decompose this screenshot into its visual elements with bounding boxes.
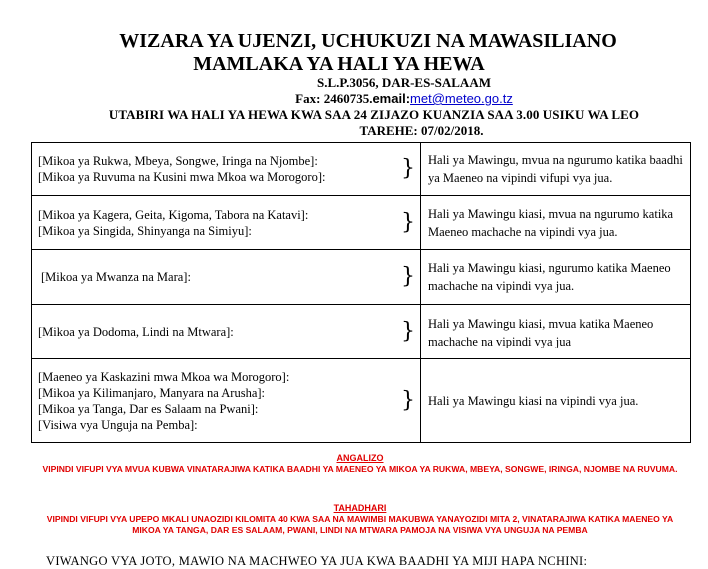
authority-name: MAMLAKA YA HALI YA HEWA bbox=[193, 53, 485, 75]
region-line: [Mikoa ya Tanga, Dar es Salaam na Pwani]: bbox=[38, 401, 259, 416]
regions-cell bbox=[32, 143, 397, 196]
forecast-date: TAREHE: 07/02/2018. bbox=[359, 123, 484, 138]
region-line: [Mikoa ya Kilimanjaro, Manyara na Arusha]: bbox=[38, 385, 266, 400]
regions-cell bbox=[32, 359, 397, 443]
angalizo-title: ANGALIZO bbox=[336, 453, 384, 463]
forecast-cell: Hali ya Mawingu, mvua na ngurumo katika baadhi ya Maeneo na vipindi vifupi vya jua. bbox=[421, 143, 691, 196]
brace-symbol: } bbox=[401, 264, 415, 289]
table-row bbox=[32, 359, 691, 443]
table-row bbox=[32, 143, 691, 196]
region-line: [Mikoa ya Rukwa, Mbeya, Songwe, Iringa na Njombe]: bbox=[38, 154, 318, 168]
regions-cell bbox=[32, 250, 397, 305]
brace-symbol: } bbox=[401, 387, 415, 413]
brace-cell bbox=[396, 250, 421, 305]
email-label: email: bbox=[372, 91, 411, 106]
temperature-section-heading: VIWANGO VYA JOTO, MAWIO NA MACHWEO YA JUA KWA BAADHI YA MIJI HAPA NCHINI: bbox=[46, 554, 588, 568]
regions-cell bbox=[32, 196, 397, 250]
region-line: [Visiwa vya Unguja na Pemba]: bbox=[38, 417, 198, 432]
tahadhari-notice bbox=[40, 503, 680, 536]
po-box: S.L.P.3056, DAR-ES-SALAAM bbox=[317, 75, 491, 90]
region-line: [Mikoa ya Kagera, Geita, Kigoma, Tabora na Katavi]: bbox=[38, 207, 309, 222]
angalizo-text: VIPINDI VIFUPI VYA MVUA KUBWA VINATARAJIWA KATIKA BAADHI YA MAENEO YA MIKOA YA RUKWA, MBEYA, SONGWE, IRINGA, NJOMBE NA RUVUMA. bbox=[42, 464, 678, 474]
tahadhari-title: TAHADHARI bbox=[333, 503, 387, 513]
region-line: [Mikoa ya Mwanza na Mara]: bbox=[41, 270, 191, 284]
forecast-cell: Hali ya Mawingu kiasi, ngurumo katika Maeneo machache na vipindi vya jua. bbox=[421, 250, 691, 305]
email-link[interactable]: met@meteo.go.tz bbox=[410, 91, 513, 106]
table-row bbox=[32, 196, 691, 250]
forecast-text: Hali ya Mawingu kiasi, mvua katika Maeneo machache na vipindi vya jua bbox=[428, 317, 654, 348]
brace-cell bbox=[396, 196, 421, 250]
tahadhari-text: VIPINDI VIFUPI VYA UPEPO MKALI UNAOZIDI KILOMITA 40 KWA SAA NA MAWIMBI MAKUBWA YANAYOZIDI MITA 2, VINATARAJIWA KATIKA MAENEO YA MIKOA YA TANGA, DAR ES SALAAM, PWANI, LINDI NA MTWARA PAMOJA NA VISIWA VYA UNGUJA NA PEMBA bbox=[46, 514, 674, 535]
document-header bbox=[0, 30, 708, 139]
brace-cell bbox=[396, 359, 421, 443]
region-line: [Mikoa ya Dodoma, Lindi na Mtwara]: bbox=[38, 324, 234, 339]
forecast-cell bbox=[421, 305, 691, 359]
ministry-name: WIZARA YA UJENZI, UCHUKUZI NA MAWASILIANO bbox=[119, 30, 617, 52]
fax-number: Fax: 2460735. bbox=[295, 91, 373, 106]
brace-cell bbox=[396, 305, 421, 359]
angalizo-notice bbox=[40, 453, 680, 475]
region-line: [Mikoa ya Singida, Shinyanga na Simiyu]: bbox=[38, 223, 252, 238]
forecast-cell: Hali ya Mawingu kiasi na vipindi vya jua. bbox=[421, 359, 691, 443]
brace-cell bbox=[396, 143, 421, 196]
region-line: [Mikoa ya Ruvuma na Kusini mwa Mkoa wa Morogoro]: bbox=[38, 170, 326, 184]
region-line: [Maeneo ya Kaskazini mwa Mkoa wa Morogoro]: bbox=[38, 369, 290, 384]
regions-cell bbox=[32, 305, 397, 359]
forecast-table bbox=[31, 142, 691, 443]
table-row bbox=[32, 305, 691, 359]
brace-symbol: } bbox=[401, 318, 415, 344]
forecast-cell: Hali ya Mawingu kiasi, mvua na ngurumo katika Maeneo machache na vipindi vya jua. bbox=[421, 196, 691, 250]
table-row bbox=[32, 250, 691, 305]
forecast-title: UTABIRI WA HALI YA HEWA KWA SAA 24 ZIJAZO KUANZIA SAA 3.00 USIKU WA LEO bbox=[108, 107, 640, 122]
brace-symbol: } bbox=[401, 156, 415, 181]
brace-symbol: } bbox=[401, 209, 415, 235]
fax-email-line bbox=[100, 91, 708, 107]
